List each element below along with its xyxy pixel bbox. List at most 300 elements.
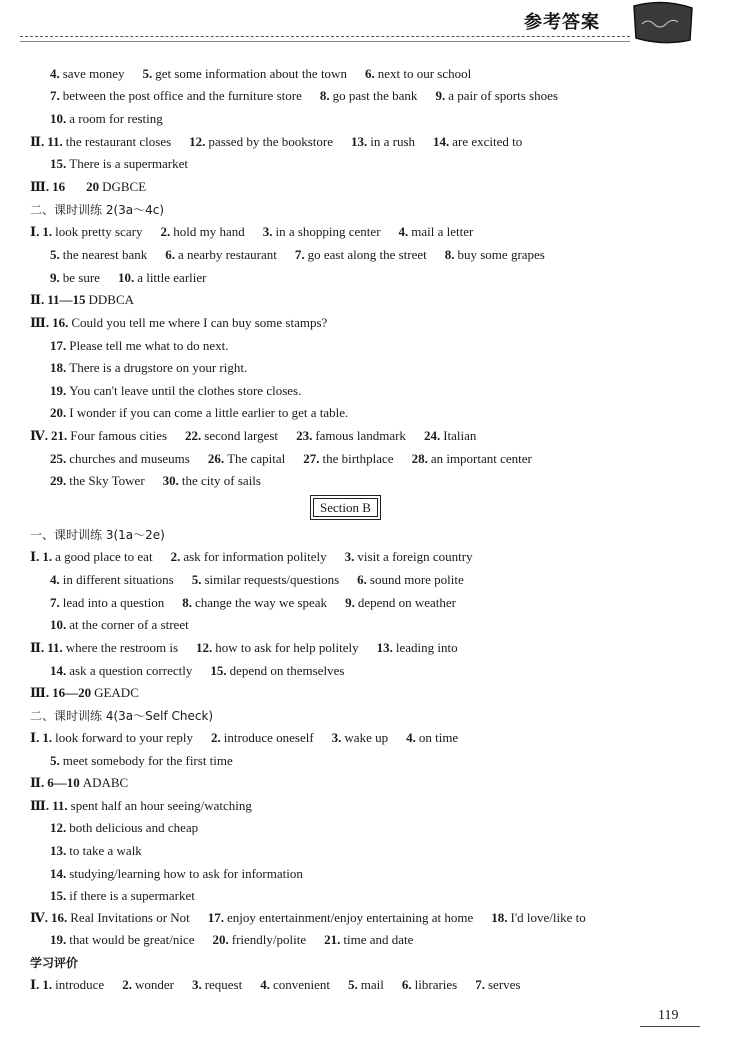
answer-text: I wonder if you can come a little earlier to get a table. [69,405,349,420]
answer-line [50,247,563,263]
section-heading: 二、课时训练 4(3a～Self Check) [30,709,214,723]
answer-text: wonder [134,977,174,992]
answer-text: ask a question correctly [69,663,193,678]
part-label: Ⅰ. [30,549,40,564]
answer-item [50,820,198,836]
question-number: 7. [475,977,485,992]
answer-item [50,383,301,399]
answer-item [260,977,330,993]
answer-item [303,451,393,467]
answer-text: You can't leave until the clothes store closes. [69,383,302,398]
question-number: 19. [50,932,67,947]
answer-item [42,977,104,993]
question-number: 21. [324,932,341,947]
answer-text: where the restroom is [65,640,179,655]
answer-item [50,866,303,882]
part-label: Ⅱ. [30,775,45,790]
answer-text: a nearby restaurant [177,247,277,262]
answer-item [406,730,458,746]
answer-item [351,134,415,150]
answer-line [50,572,482,588]
question-number: 27. [303,451,320,466]
answer-text: friendly/polite [231,932,307,947]
answer-line [50,111,181,127]
question-number: 4. [260,977,270,992]
answer-text: wake up [344,730,389,745]
answer-line [50,451,550,467]
answer-text: spent half an hour seeing/watching [70,798,252,813]
question-number: 7. [50,595,60,610]
answer-line [50,405,366,421]
question-number: 5. [191,572,202,587]
answer-item [320,88,418,104]
question-number: 21. [51,428,68,443]
answer-text: are excited to [452,134,523,149]
question-number: 16. [52,315,69,330]
answer-text: convenient [272,977,331,992]
answer-item [50,663,192,679]
answer-text: a pair of sports shoes [448,88,558,103]
question-number: 9. [345,595,355,610]
answer-text: Four famous cities [70,428,168,443]
question-number: 5. [50,753,60,768]
answer-line [50,270,224,286]
question-number: 5. [348,977,358,992]
answer-item [50,88,302,104]
question-number: 12. [196,640,213,655]
part-label: Ⅳ. [30,428,49,443]
answer-item [50,247,147,263]
question-number: 13. [350,134,368,149]
answer-item [182,595,327,611]
question-number: 14. [433,134,450,149]
answer-text: similar requests/questions [204,572,340,587]
answer-text: ask for information politely [183,549,327,564]
answer-item [50,843,142,859]
question-number: 11. [52,798,68,813]
answer-line [50,338,246,354]
question-number: 30. [162,473,179,488]
answer-text: mail [360,977,384,992]
answer-line [50,360,265,376]
question-number: 20. [212,932,229,947]
answer-item [47,292,134,308]
answer-line [50,932,431,948]
answer-item [210,663,344,679]
answer-line [30,798,270,814]
answer-item [50,753,233,769]
answer-text: request [204,977,243,992]
question-number: 5. [50,247,60,262]
answer-line [50,617,207,633]
answer-item [399,224,474,240]
question-number: 6. [357,572,367,587]
question-number: 28. [411,451,428,466]
answer-line [30,527,165,543]
question-number: 15. [50,156,67,171]
question-number: 18. [491,910,508,925]
answer-item [51,910,190,926]
answer-text: serves [487,977,521,992]
answer-line [30,224,491,240]
part-label: Ⅲ. [30,798,50,813]
answer-item [50,617,189,633]
answer-item [412,451,532,467]
answer-item [50,338,228,354]
answer-text: the nearest bank [62,247,148,262]
answer-line [50,888,213,904]
answer-text: a room for resting [69,111,163,126]
answer-item [171,549,327,565]
answer-text: next to our school [377,66,472,81]
answer-text: famous landmark [315,428,406,443]
answer-text: introduce oneself [223,730,314,745]
answer-line [30,549,491,565]
answer-item [47,640,178,656]
answer-line [30,977,538,993]
question-number: 14. [50,663,67,678]
answer-text: Please tell me what to do next. [69,338,229,353]
answer-line [30,202,164,218]
answer-item [50,270,100,286]
answer-line [30,640,476,656]
answer-text: a little earlier [137,270,207,285]
question-number: 25. [50,451,67,466]
answer-line [50,473,279,489]
question-number: 17. [207,910,225,925]
answer-item [365,66,471,82]
answer-line [50,383,319,399]
answer-line [30,428,494,444]
answer-line [30,179,164,195]
part-label: Ⅰ. [30,224,40,239]
question-number: 2. [160,224,171,239]
answer-line [50,843,160,859]
answer-item [475,977,520,993]
answer-text: passed by the bookstore [208,134,333,149]
answer-text: There is a supermarket [69,156,189,171]
answer-item [50,473,145,489]
question-number: 23. [296,428,313,443]
part-label: Ⅰ. [30,977,40,992]
question-number: 4. [50,572,60,587]
part-label: Ⅲ. [30,179,50,194]
answer-text: in a rush [370,134,416,149]
question-number: 13. [50,843,67,858]
answer-text: how to ask for help politely [215,640,359,655]
question-number: 11. [47,134,63,149]
question-number: 2. [170,549,181,564]
answer-text: the city of sails [181,473,261,488]
answer-text: if there is a supermarket [69,888,195,903]
answer-item [192,572,339,588]
answer-item [165,247,277,263]
answer-item [50,451,190,467]
answer-text: ADABC [82,775,129,790]
part-label: Ⅰ. [30,730,40,745]
question-number: 15. [210,663,227,678]
question-number: 8. [319,88,330,103]
answer-line [50,88,576,104]
answer-text: depend on weather [357,595,456,610]
question-number: 17. [50,338,67,353]
answer-item [52,798,252,814]
answer-text: There is a drugstore on your right. [69,360,248,375]
question-number: 10. [50,617,67,632]
question-number: 12. [189,134,206,149]
question-number: 2. [122,977,132,992]
answer-text: get some information about the town [155,66,347,81]
answer-item [357,572,464,588]
question-number: 16. [51,910,68,925]
question-number: 24. [423,428,441,443]
answer-item [50,405,348,421]
answer-item [491,910,586,926]
answer-item [295,247,427,263]
question-number: 6—10 [47,775,80,790]
question-number: 15. [50,888,67,903]
answer-text: The capital [227,451,286,466]
answer-item [50,932,195,948]
question-number: 3. [344,549,355,564]
answer-item [86,179,146,195]
answer-item [196,640,359,656]
answer-text: at the corner of a street [69,617,189,632]
question-number: 10. [50,111,67,126]
question-number: 18. [50,360,67,375]
question-number: 19. [50,383,67,398]
answer-item [377,640,458,656]
answer-line [50,66,489,82]
answer-item [445,247,545,263]
answer-item [47,775,128,791]
question-number: 16 [52,179,66,194]
answer-text: introduce [55,977,105,992]
answer-item [208,451,285,467]
answer-item [435,88,558,104]
answer-item [296,428,406,444]
answer-text: mail a letter [411,224,474,239]
answer-item [211,730,314,746]
answer-text: go east along the street [307,247,427,262]
answer-text: the restaurant closes [65,134,172,149]
answer-item [42,730,193,746]
question-number: 1. [42,224,53,239]
answer-text: an important center [430,451,532,466]
answer-item [263,224,381,240]
answer-text: save money [62,66,125,81]
answer-item [433,134,522,150]
answer-item [424,428,476,444]
question-number: 20 [86,179,100,194]
answer-item [50,360,247,376]
answer-item [50,595,164,611]
answer-line [50,866,321,882]
answer-line [30,955,78,971]
question-number: 4. [50,66,60,81]
answer-line [50,663,362,679]
question-number: 9. [50,270,60,285]
question-number: 1. [42,977,53,992]
question-number: 6. [401,977,412,992]
answer-item [42,549,152,565]
question-number: 29. [50,473,67,488]
answer-text: churches and museums [69,451,190,466]
page-number-rule [640,1026,700,1027]
section-b-heading: Section B [313,498,378,517]
answer-text: be sure [62,270,100,285]
answer-line [30,730,476,746]
answer-text: look forward to your reply [55,730,194,745]
part-label: Ⅲ. [30,685,50,700]
answer-text: lead into a question [62,595,165,610]
part-label: Ⅲ. [30,315,50,330]
answer-item [189,134,333,150]
answer-text: leading into [395,640,458,655]
part-label: Ⅱ. [30,134,45,149]
answer-text: libraries [414,977,458,992]
answer-item [332,730,388,746]
answer-text: in a shopping center [275,224,381,239]
part-label: Ⅱ. [30,292,45,307]
section-heading: 学习评价 [30,956,79,970]
answer-item [402,977,457,993]
answer-text: in different situations [62,572,174,587]
answer-text: second largest [204,428,279,443]
answer-text: Italian [443,428,477,443]
answer-line [30,775,146,791]
question-number: 8. [444,247,455,262]
answer-item [50,111,163,127]
answer-text: depend on themselves [229,663,345,678]
answer-item [50,572,174,588]
question-number: 20. [50,405,67,420]
answer-text: studying/learning how to ask for information [69,866,303,881]
answer-line [30,708,213,724]
question-number: 8. [182,595,192,610]
answer-item [52,685,139,701]
answer-line [30,685,157,701]
answer-item [192,977,242,993]
question-number: 7. [50,88,60,103]
answer-item [160,224,244,240]
answer-text: I'd love/like to [510,910,586,925]
answer-line [50,820,216,836]
answer-text: the Sky Tower [69,473,145,488]
question-number: 4. [398,224,409,239]
answer-text: both delicious and cheap [69,820,199,835]
answer-item [42,224,142,240]
answer-text: GEADC [94,685,139,700]
part-label: Ⅳ. [30,910,49,925]
answer-item [163,473,261,489]
answer-text: buy some grapes [457,247,545,262]
question-number: 13. [376,640,393,655]
question-number: 16—20 [52,685,92,700]
section-heading: 二、课时训练 2(3a～4c) [30,203,165,217]
answer-text: look pretty scary [55,224,143,239]
answer-item [51,428,167,444]
answer-text: that would be great/nice [69,932,195,947]
answer-line [50,753,251,769]
answer-line [50,595,474,611]
question-number: 3. [191,977,202,992]
answer-text: between the post office and the furniture store [62,88,302,103]
answer-item [118,270,207,286]
part-label: Ⅱ. [30,640,45,655]
question-number: 1. [42,730,53,745]
question-number: 14. [50,866,67,881]
question-number: 3. [262,224,273,239]
answer-text: the birthplace [322,451,394,466]
page-number: 119 [658,1008,679,1023]
answer-item [50,888,195,904]
answer-text: hold my hand [173,224,245,239]
question-number: 7. [294,247,305,262]
question-number: 6. [364,66,375,81]
question-number: 12. [50,820,67,835]
answer-text: DGBCE [102,179,147,194]
section-heading: 一、课时训练 3(1a～2e) [30,528,165,542]
question-number: 2. [211,730,221,745]
answer-text: Could you tell me where I can buy some stamps? [71,315,328,330]
question-number: 3. [331,730,342,745]
answer-text: DDBCA [88,292,135,307]
answer-text: on time [418,730,459,745]
question-number: 26. [207,451,225,466]
question-number: 10. [117,270,135,285]
answer-item [52,315,327,331]
answer-line [30,910,604,926]
answer-item [348,977,384,993]
answer-item [122,977,174,993]
question-number: 11—15 [47,292,86,307]
answer-item [345,595,456,611]
answer-item [324,932,413,948]
answer-text: time and date [343,932,414,947]
page-header-title: 参考答案 [524,12,600,33]
question-number: 22. [185,428,202,443]
answer-line [30,315,345,331]
answer-item [208,910,473,926]
answer-line [50,156,206,172]
answer-item [142,66,346,82]
question-number: 1. [42,549,53,564]
answer-line [30,292,152,308]
answer-text: visit a foreign country [357,549,473,564]
answer-item [47,134,171,150]
answer-item [213,932,307,948]
answer-text: to take a walk [69,843,142,858]
question-number: 4. [406,730,416,745]
answer-text: Real Invitations or Not [70,910,190,925]
answer-item [345,549,473,565]
answer-text: a good place to eat [55,549,153,564]
question-number: 11. [47,640,63,655]
question-number: 9. [435,88,446,103]
answer-text: meet somebody for the first time [62,753,233,768]
answer-item [50,156,188,172]
answer-text: sound more polite [369,572,464,587]
question-number: 5. [142,66,153,81]
question-number: 6. [165,247,175,262]
answer-item [50,66,124,82]
answer-text: go past the bank [332,88,418,103]
answer-text: change the way we speak [194,595,328,610]
answer-item [52,179,68,195]
answer-text: enjoy entertainment/enjoy entertaining at home [227,910,474,925]
answer-line [30,134,540,150]
